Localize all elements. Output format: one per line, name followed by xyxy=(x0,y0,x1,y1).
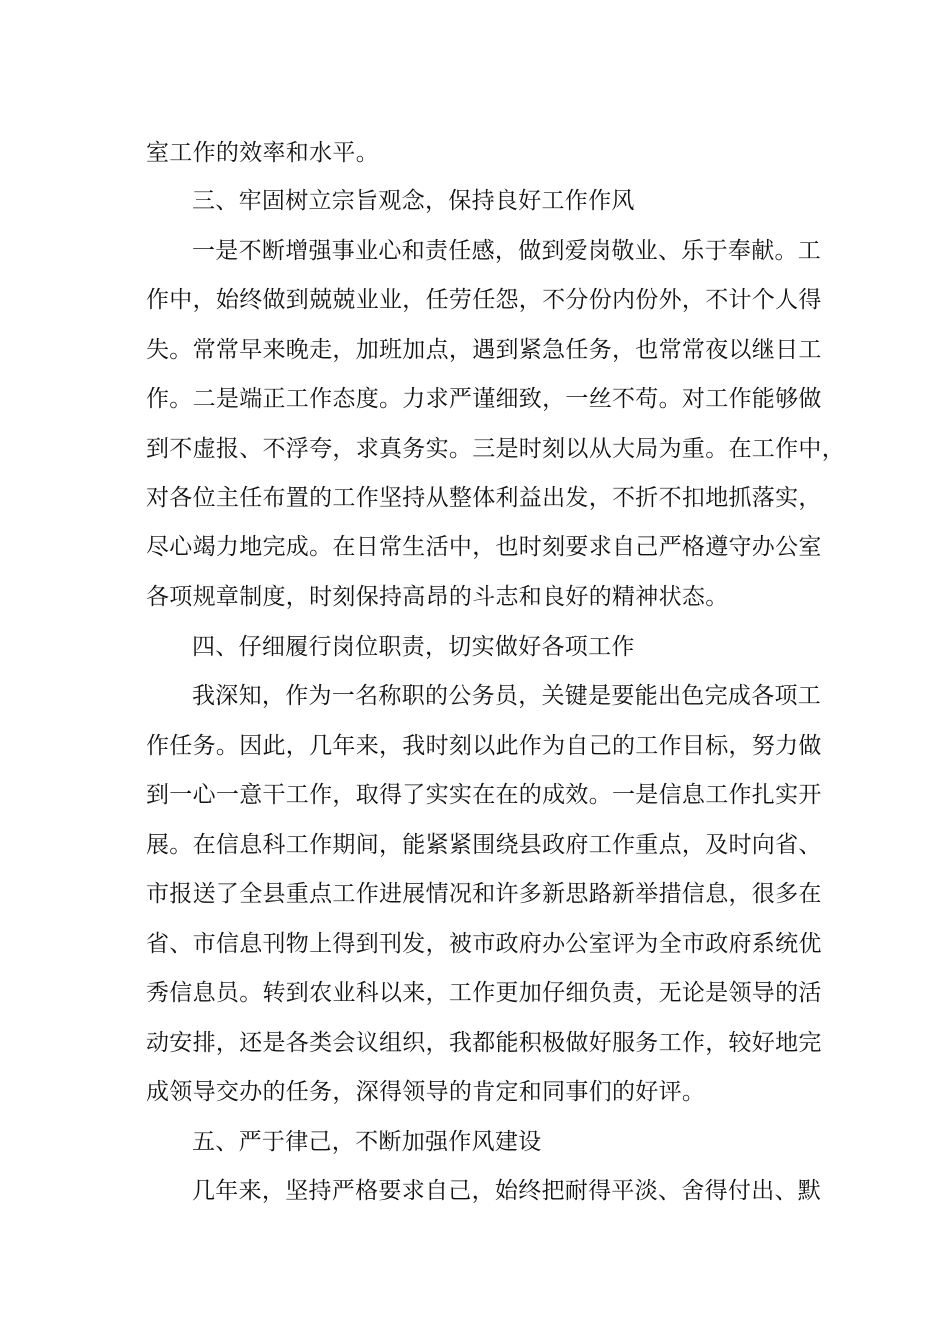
text-line: 室工作的效率和水平。 xyxy=(146,140,379,166)
text-line: 作任务。因此，几年来，我时刻以此作为自己的工作目标，努力做 xyxy=(146,733,822,759)
text-line: 一是不断增强事业心和责任感，做到爱岗敬业、乐于奉献。工 xyxy=(192,238,822,264)
section-heading: 三、牢固树立宗旨观念，保持良好工作作风 xyxy=(192,188,635,214)
section-heading: 四、仔细履行岗位职责，切实做好各项工作 xyxy=(192,634,635,660)
text-line: 尽心竭力地完成。在日常生活中，也时刻要求自己严格遵守办公室 xyxy=(146,534,822,560)
text-line: 到不虚报、不浮夸，求真务实。三是时刻以从大局为重。在工作中， xyxy=(146,436,845,462)
section-heading: 五、严于律己，不断加强作风建设 xyxy=(192,1129,542,1155)
text-line: 我深知，作为一名称职的公务员，关键是要能出色完成各项工 xyxy=(192,683,822,709)
text-line: 展。在信息科工作期间，能紧紧围绕县政府工作重点，及时向省、 xyxy=(146,832,822,858)
text-line: 作中，始终做到兢兢业业，任劳任怨，不分份内份外，不计个人得 xyxy=(146,287,822,313)
text-line: 到一心一意干工作，取得了实实在在的成效。一是信息工作扎实开 xyxy=(146,782,822,808)
text-line: 秀信息员。转到农业科以来，工作更加仔细负责，无论是领导的活 xyxy=(146,980,822,1006)
text-line: 对各位主任布置的工作坚持从整体利益出发，不折不扣地抓落实， xyxy=(146,485,822,511)
text-line: 市报送了全县重点工作进展情况和许多新思路新举措信息，很多在 xyxy=(146,881,822,907)
text-line: 几年来，坚持严格要求自己，始终把耐得平淡、舍得付出、默 xyxy=(192,1178,822,1204)
text-line: 各项规章制度，时刻保持高昂的斗志和良好的精神状态。 xyxy=(146,584,729,610)
text-line: 成领导交办的任务，深得领导的肯定和同事们的好评。 xyxy=(146,1079,706,1105)
text-line: 失。常常早来晚走，加班加点，遇到紧急任务，也常常夜以继日工 xyxy=(146,337,822,363)
text-line: 省、市信息刊物上得到刊发，被市政府办公室评为全市政府系统优 xyxy=(146,931,822,957)
text-line: 动安排，还是各类会议组织，我都能积极做好服务工作，较好地完 xyxy=(146,1030,822,1056)
text-line: 作。二是端正工作态度。力求严谨细致，一丝不苟。对工作能够做 xyxy=(146,386,822,412)
